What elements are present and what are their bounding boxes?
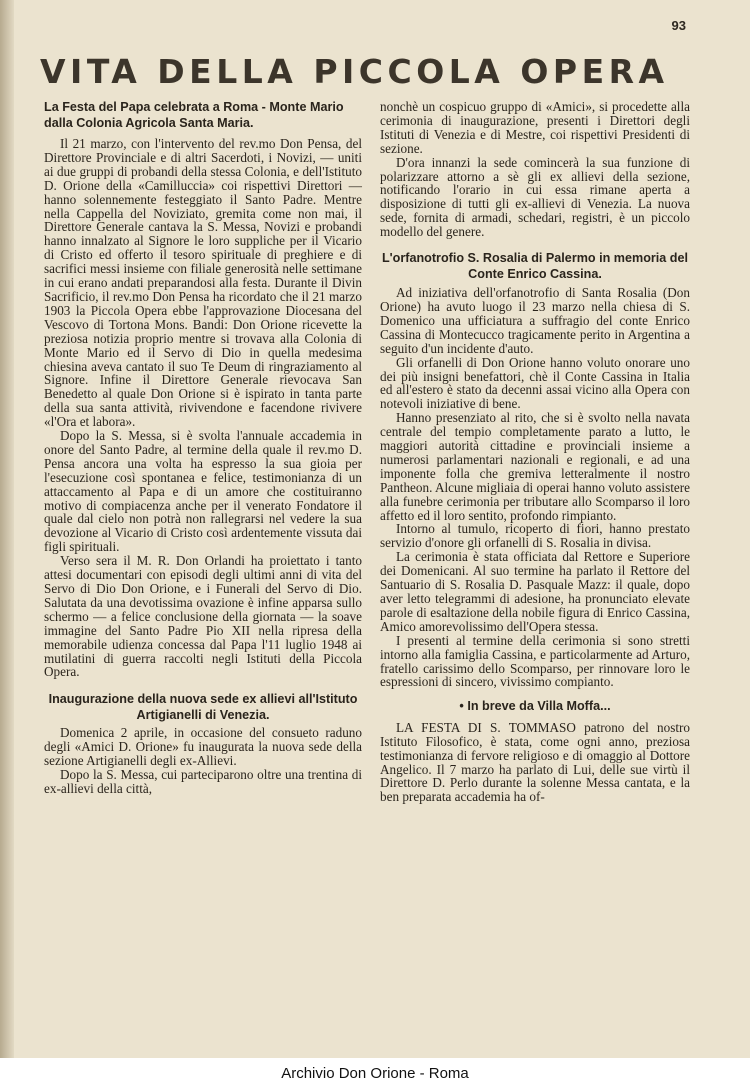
archive-footer: Archivio Don Orione - Roma — [0, 1058, 750, 1090]
article-heading-venice-inauguration: Inaugurazione della nuova sede ex allievi all'Istituto Artigianelli di Venezia. — [48, 692, 358, 722]
paragraph: Il 21 marzo, con l'intervento del rev.mo Don Pensa, del Direttore Provinciale e di altri Sacerdoti, i Novizi, — uniti ai due gruppi di probandi della stessa Colonia, e dell'Istituto D. Orione della «Camilluccia» coi rispettivi Direttori — hanno solennemente festeggiato il Santo Padre. Mentre nella Cappella del Noviziato, gremita come non mai, il Direttore Generale cantava la S. Messa, Novizi e probandi hanno innalzato al Signore le loro suppliche per il Vicario di Cristo ed offerto il tesoro spirituale di preghiere e di sacrifici messi insieme con filiale generosità nelle settimane in cui erano andati preparandosi alla festa. Durante il Divin Sacrificio, il rev.mo Don Pensa ha ricordato che il 21 marzo 1903 la Piccola Opera ebbe l'approvazione Diocesana del Vescovo di Tortona Mons. Bandi: Don Orione ricevette la preziosa notizia proprio mentre si trovava alla Colonia di Monte Mario ed il Servo di Dio in quella medesima chiesina aveva cantato il suo Te Deum di ringraziamento al Signore. Infine il Direttore Generale rievocava San Benedetto al quale Don Orione si è ispirato in tanta parte della sua santa attività, rivivendone e facendone rivivere «l'Ora et labora». — [44, 136, 362, 430]
paragraph: Domenica 2 aprile, in occasione del consueto raduno degli «Amici D. Orione» fu inaugurata la nuova sede della sezione Artigianelli degli ex-Allievi. — [44, 725, 362, 769]
paragraph: La cerimonia è stata officiata dal Rettore e Superiore dei Domenicani. Al suo termine ha parlato il Rettore del Santuario di S. Rosalia D. Pasquale Mazz: il quale, dopo aver letto telegrammi di adesione, ha pronunciato elevate parole di esaltazione della nobile figura di Enrico Cassina, Amico amorevolissimo dell'Opera stessa. — [380, 549, 690, 634]
page-gutter-shadow — [0, 0, 14, 1058]
paragraph: Dopo la S. Messa, cui parteciparono oltre una trentina di ex-allievi della città, — [44, 767, 362, 796]
paragraph: Dopo la S. Messa, si è svolta l'annuale accademia in onore del Santo Padre, al termine della quale il rev.mo D. Pensa ancora una volta ha espresso la sua gioia per l'esecuzione così spontanea e felice, testimonianza di un attaccamento al Papa e di un amore che costituiranno motivo di compiacenza anche per il venerato Fondatore il quale dal cielo non potrà non rallegrarsi nel vedere la sua devozione al Vicario di Cristo così ardentemente vissuta dai figli spirituali. — [44, 428, 362, 555]
section-masthead: VITA DELLA PICCOLA OPERA — [40, 52, 669, 91]
paragraph: D'ora innanzi la sede comincerà la sua funzione di polarizzare attorno a sè gli ex allievi della sezione, notificando l'orario in cui essa rimane aperta a disposizione di tutti gli ex-allievi di Venezia. La nuova sede, fornita di armadi, schedari, registri, è un piccolo modello del genere. — [380, 154, 690, 240]
paragraph: Gli orfanelli di Don Orione hanno voluto onorare uno dei più insigni benefattori, chè il Conte Cassina in Italia ed all'estero è stato da decenni assai vicino alla Opera con notevoli iniziative di bene. — [380, 354, 690, 412]
paragraph: Intorno al tumulo, ricoperto di fiori, hanno prestato servizio d'onore gli orfanelli di S. Rosalia in divisa. — [380, 521, 690, 551]
paragraph: nonchè un cospicuo gruppo di «Amici», si procedette alla cerimonia di inaugurazione, presenti i Direttori degli Istituti di Venezia e di Mestre, coi rispettivi Presidenti di sezione. — [380, 99, 690, 156]
article-heading-palermo-orphanage: L'orfanotrofio S. Rosalia di Palermo in memoria del Conte Enrico Cassina. — [381, 251, 688, 281]
article-heading-papal-feast: La Festa del Papa celebrata a Roma - Monte Mario dalla Colonia Agricola Santa Maria. — [44, 100, 344, 130]
paragraph: LA FESTA DI S. TOMMASO patrono del nostro Istituto Filosofico, è stata, come ogni anno, preziosa testimonianza di fervore religioso e di omaggio al Dottore Angelico. Il 7 marzo ha parlato di Lui, delle sue virtù il Direttore D. Perlo durante la solenne Messa cantata, e la ben preparata accademia ha of- — [380, 719, 690, 805]
paragraph: I presenti al termine della cerimonia si sono stretti intorno alla famiglia Cassina, e particolarmente ad Arturo, fratello carissimo dello Scomparso, per rinnovare loro le espressioni di sincero, vivissimo compianto. — [380, 632, 690, 690]
right-column — [380, 100, 690, 804]
paragraph: Verso sera il M. R. Don Orlandi ha proiettato i tanto attesi documentari con episodi degli ultimi anni di vita del Servo di Dio Don Orione, e i Funerali del Servo di Dio. Salutata da una devotissima ovazione è infine apparsa sullo schermo — a felice conclusione della giornata — la soave immagine del Santo Padre Pio XII nella ripresa della memorabile udienza concessa dal Papa l'11 luglio 1948 ai mutilatini di guerra raccolti negli Istituti della Piccola Opera. — [44, 553, 362, 680]
paragraph: Ad iniziativa dell'orfanotrofio di Santa Rosalia (Don Orione) ha avuto luogo il 23 marzo nella chiesa di S. Domenico una ufficiatura a suffragio del conte Enrico Cassina di Montecucco tragicamente perito in Argentina a seguito d'un incidente d'auto. — [380, 285, 690, 356]
article-heading-villa-moffa: • In breve da Villa Moffa... — [459, 699, 611, 714]
left-column — [44, 100, 362, 796]
page-number: 93 — [671, 18, 686, 33]
paragraph: Hanno presenziato al rito, che si è svolto nella navata centrale del tempio completamente parato a lutto, le maggiori autorità cittadine e provinciali insieme a numerosi parlamentari nazionali e regionali, e ad una imponente folla che gremiva letteralmente il nostro Pantheon. Alcune migliaia di operai hanno voluto assistere alla funebre cerimonia per tributare allo Scomparso il loro affetto ed il loro sentito, profondo rimpianto. — [380, 410, 690, 523]
